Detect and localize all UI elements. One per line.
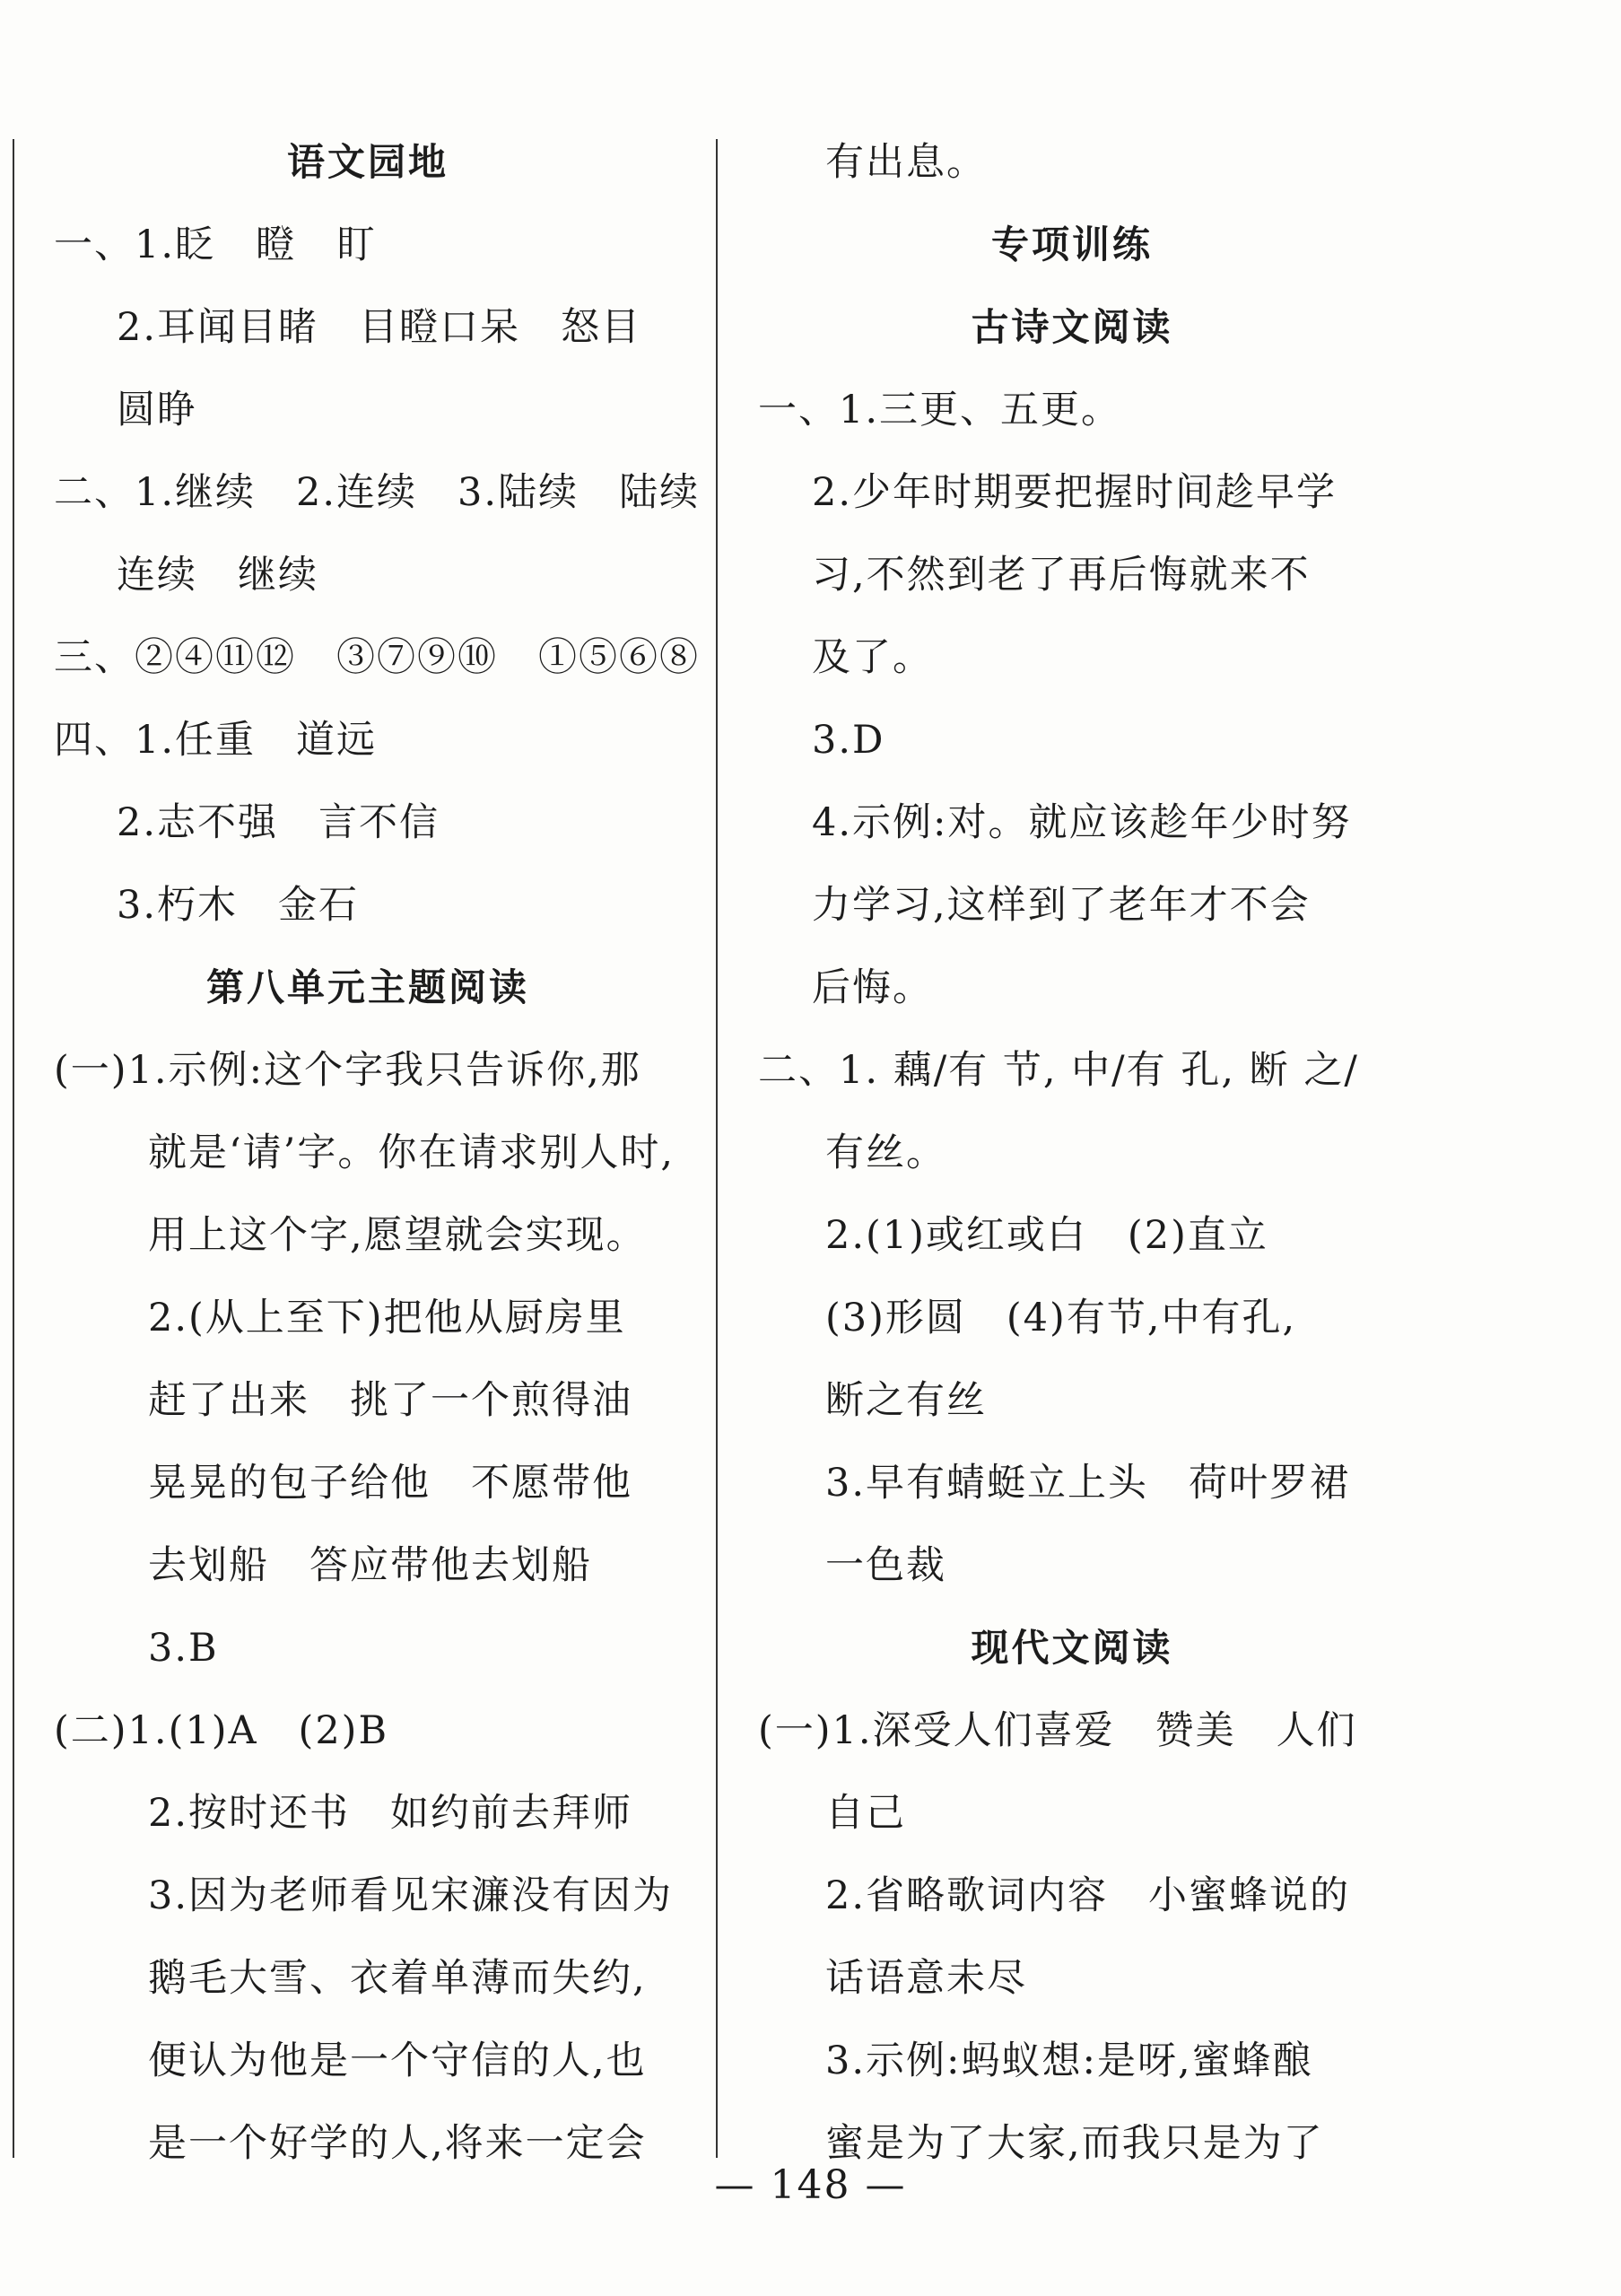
answer-line: 三、②④⑪⑫ ③⑦⑨⑩ ①⑤⑥⑧	[54, 635, 700, 680]
answer-line: (一)1.示例:这个字我只告诉你,那	[54, 1048, 641, 1093]
answer-line: 力学习,这样到了老年才不会	[812, 883, 1311, 928]
answer-line: 便认为他是一个守信的人,也	[148, 2038, 647, 2083]
answer-line: 就是‘请’字。你在请求别人时,	[148, 1131, 675, 1175]
answer-line: 及了。	[812, 635, 933, 680]
section-heading-classical-poetry: 古诗文阅读	[971, 305, 1173, 349]
answer-line: 3.早有蜻蜓立上头 荷叶罗裙	[825, 1461, 1351, 1506]
answer-line: 2.按时还书 如约前去拜师	[148, 1791, 633, 1836]
answer-line: 断之有丝	[825, 1378, 987, 1423]
left-column	[54, 121, 701, 2185]
column-divider-rule	[716, 139, 718, 2158]
section-heading-unit8-reading: 第八单元主题阅读	[205, 965, 529, 1009]
answer-line: 二、1.继续 2.连续 3.陆续 陆续	[54, 470, 701, 515]
answer-line: 晃晃的包子给他 不愿带他	[148, 1461, 632, 1506]
answer-line: 有出息。	[825, 140, 987, 185]
answer-line: 赶了出来 挑了一个煎得油	[148, 1378, 632, 1423]
answer-line: 3.示例:蚂蚁想:是呀,蜜蜂酿	[825, 2038, 1313, 2083]
answer-line: 二、1. 藕/有 节, 中/有 孔, 断 之/	[758, 1048, 1359, 1093]
page-number: — 148 —	[714, 2162, 907, 2208]
answer-line: 去划船 答应带他去划船	[148, 1543, 592, 1588]
section-heading-yuwen-yuandi: 语文园地	[286, 140, 449, 184]
answer-line: 2.(1)或红或白 (2)直立	[825, 1213, 1268, 1258]
left-margin-rule	[13, 139, 14, 2158]
answer-line: 3.朽木 金石	[117, 883, 360, 928]
answer-line: 连续 继续	[117, 553, 318, 598]
answer-line: (二)1.(1)A (2)B	[54, 1708, 389, 1753]
answer-line: 2.志不强 言不信	[117, 800, 440, 845]
answer-line: 2.省略歌词内容 小蜜蜂说的	[825, 1873, 1351, 1918]
answer-line: 四、1.任重 道远	[54, 718, 378, 763]
answer-line: 2.(从上至下)把他从厨房里	[148, 1296, 626, 1340]
answer-line: 圆睁	[117, 388, 197, 432]
answer-line: 自己	[825, 1791, 906, 1836]
answer-line: 用上这个字,愿望就会实现。	[148, 1213, 647, 1258]
answer-line: 3.D	[812, 718, 885, 763]
answer-line: 是一个好学的人,将来一定会	[148, 2121, 647, 2166]
answer-line: 习,不然到老了再后悔就来不	[812, 553, 1311, 598]
section-heading-modern-reading: 现代文阅读	[971, 1626, 1173, 1670]
answer-line: 一、1.眨 瞪 盯	[54, 223, 378, 267]
answer-line: 后悔。	[812, 965, 933, 1010]
answer-line: (一)1.深受人们喜爱 赞美 人们	[758, 1708, 1357, 1753]
answer-line: 3.B	[148, 1626, 219, 1671]
answer-line: 有丝。	[825, 1131, 946, 1175]
answer-line: 2.耳闻目睹 目瞪口呆 怒目	[117, 305, 642, 350]
right-column	[758, 121, 1386, 2185]
answer-line: 话语意未尽	[825, 1956, 1027, 2001]
answer-line: 鹅毛大雪、衣着单薄而失约,	[148, 1956, 647, 2001]
answer-line: 一色裁	[825, 1543, 946, 1588]
section-heading-special-training: 专项训练	[990, 223, 1153, 266]
answer-line: 一、1.三更、五更。	[758, 388, 1122, 432]
answer-line: 4.示例:对。就应该趁年少时努	[812, 800, 1352, 845]
answer-line: 蜜是为了大家,而我只是为了	[825, 2121, 1324, 2166]
answer-line: (3)形圆 (4)有节,中有孔,	[825, 1296, 1297, 1340]
answer-line: 3.因为老师看见宋濂没有因为	[148, 1873, 674, 1918]
answer-line: 2.少年时期要把握时间趁早学	[812, 470, 1338, 515]
